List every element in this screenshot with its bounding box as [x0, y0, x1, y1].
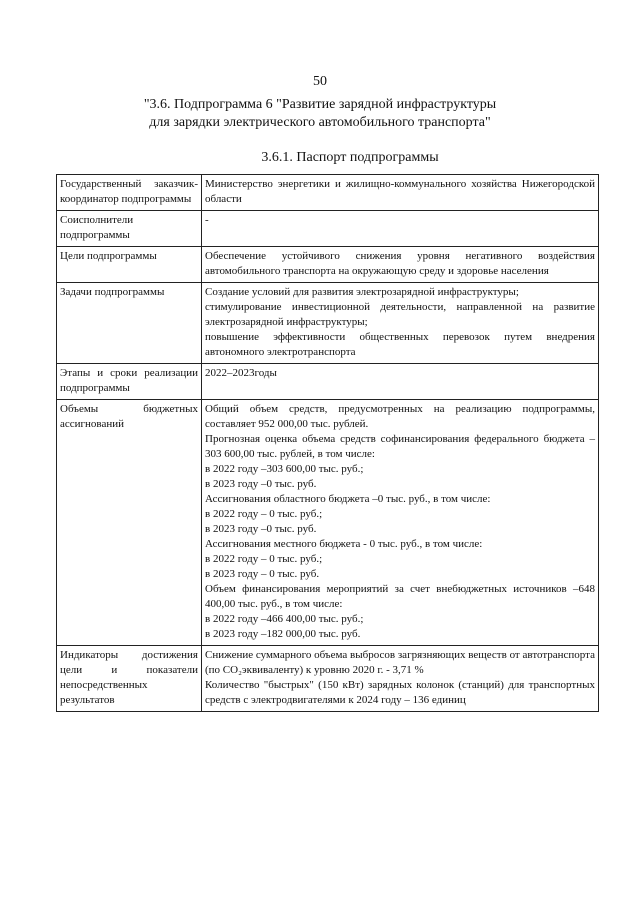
row-label: Государственный заказчик-координатор подпрограммы: [57, 175, 202, 211]
section-title: [0, 96, 640, 132]
value-line: в 2022 году – 0 тыс. руб.;: [205, 553, 323, 565]
value-line: в 2023 году –182 000,00 тыс. руб.: [205, 628, 361, 640]
value-line: в 2023 году –0 тыс. руб.: [205, 478, 317, 490]
table-row: [57, 400, 599, 646]
value-line: в 2023 году –0 тыс. руб.: [205, 523, 317, 535]
value-line: повышение эффективности общественных перевозок путем внедрения автономного электротранспорта: [205, 331, 595, 358]
table-row: [57, 211, 599, 247]
subsection-title: 3.6.1. Паспорт подпрограммы: [261, 150, 439, 165]
section-title-line-1: "3.6. Подпрограмма 6 "Развитие зарядной инфраструктуры: [143, 97, 497, 112]
row-value: [202, 211, 599, 247]
row-value: [202, 175, 599, 211]
row-label: Задачи подпрограммы: [57, 283, 202, 364]
value-line: -: [205, 214, 209, 226]
value-line: в 2022 году – 0 тыс. руб.;: [205, 508, 323, 520]
row-label: Объемы бюджетных ассигнований: [57, 400, 202, 646]
page-number: 50: [313, 74, 327, 89]
value-line: стимулирование инвестиционной деятельности, направленной на развитие электрозарядной инфраструктуры;: [205, 301, 595, 328]
value-line: Министерство энергетики и жилищно-коммунального хозяйства Нижегородской области: [205, 178, 595, 205]
row-label: Этапы и сроки реализации подпрограммы: [57, 364, 202, 400]
section-title-line-2: для зарядки электрического автомобильного транспорта": [149, 115, 491, 130]
value-line: Объем финансирования мероприятий за счет внебюджетных источников –648 400,00 тыс. руб., в том числе:: [205, 583, 595, 610]
table-row: [57, 247, 599, 283]
row-value: [202, 364, 599, 400]
value-line: в 2022 году –466 400,00 тыс. руб.;: [205, 613, 364, 625]
passport-table: [56, 174, 599, 712]
value-line: Количество "быстрых" (150 кВт) зарядных колонок (станций) для транспортных средств с электродвигателями к 2024 году – 136 единиц: [205, 679, 595, 706]
row-label: Соисполнители подпрограммы: [57, 211, 202, 247]
value-line: Прогнозная оценка объема средств софинансирования федерального бюджета –303 600,00 тыс. рублей, в том числе:: [205, 433, 595, 460]
value-line: Создание условий для развития электрозарядной инфраструктуры;: [205, 286, 519, 298]
table-row: [57, 283, 599, 364]
value-line: Обеспечение устойчивого снижения уровня негативного воздействия автомобильного транспорта на окружающую среду и здоровье населения: [205, 250, 595, 277]
value-line: Ассигнования местного бюджета - 0 тыс. руб., в том числе:: [205, 538, 483, 550]
value-line: в 2022 году –303 600,00 тыс. руб.;: [205, 463, 364, 475]
row-value: [202, 283, 599, 364]
value-line: Общий объем средств, предусмотренных на реализацию подпрограммы, составляет 952 000,00 тыс. рублей.: [205, 403, 595, 430]
value-line: 2022–2023годы: [205, 367, 277, 379]
value-line: Снижение суммарного объема выбросов загрязняющих веществ от автотранспорта (по CO₂эквиваленту) к уровню 2020 г. - 3,71 %: [205, 649, 595, 676]
row-value: [202, 400, 599, 646]
row-label: Цели подпрограммы: [57, 247, 202, 283]
value-line: в 2023 году – 0 тыс. руб.: [205, 568, 320, 580]
table-row: [57, 646, 599, 712]
row-value: [202, 247, 599, 283]
table-row: [57, 364, 599, 400]
row-value: [202, 646, 599, 712]
table-row: [57, 175, 599, 211]
value-line: Ассигнования областного бюджета –0 тыс. руб., в том числе:: [205, 493, 491, 505]
row-label: Индикаторы достижения цели и показатели непосредственных результатов: [57, 646, 202, 712]
